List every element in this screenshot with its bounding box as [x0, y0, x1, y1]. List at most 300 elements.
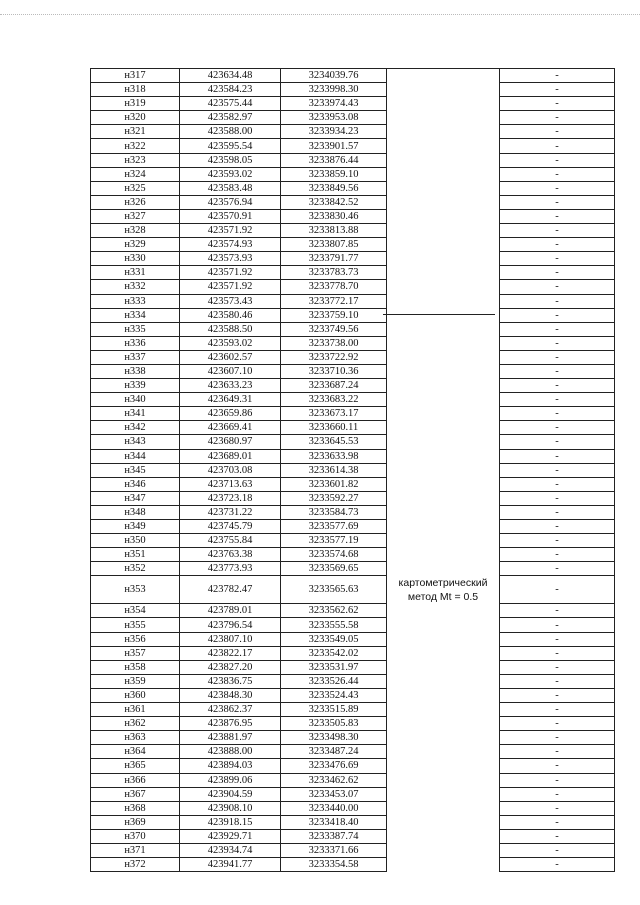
table-row — [91, 759, 615, 773]
description-cell: - — [500, 266, 615, 280]
description-cell: - — [500, 646, 615, 660]
y-coordinate-cell: 3233830.46 — [281, 209, 387, 223]
table-row — [91, 125, 615, 139]
method-cell — [387, 858, 500, 872]
method-cell — [387, 773, 500, 787]
method-cell — [387, 83, 500, 97]
method-cell — [387, 393, 500, 407]
x-coordinate-cell: 423899.06 — [180, 773, 281, 787]
description-cell: - — [500, 604, 615, 618]
point-id-cell: н351 — [91, 548, 180, 562]
description-cell: - — [500, 379, 615, 393]
method-cell — [387, 745, 500, 759]
point-id-cell: н333 — [91, 294, 180, 308]
x-coordinate-cell: 423894.03 — [180, 759, 281, 773]
table-row — [91, 280, 615, 294]
table-row — [91, 195, 615, 209]
y-coordinate-cell: 3233859.10 — [281, 167, 387, 181]
description-cell: - — [500, 548, 615, 562]
y-coordinate-cell: 3233565.63 — [281, 576, 387, 604]
y-coordinate-cell: 3233778.70 — [281, 280, 387, 294]
description-cell: - — [500, 407, 615, 421]
table-row — [91, 520, 615, 534]
y-coordinate-cell: 3233440.00 — [281, 801, 387, 815]
y-coordinate-cell: 3233783.73 — [281, 266, 387, 280]
x-coordinate-cell: 423593.02 — [180, 336, 281, 350]
description-cell: - — [500, 280, 615, 294]
method-cell — [387, 815, 500, 829]
description-cell: - — [500, 336, 615, 350]
table-row — [91, 308, 615, 322]
table-row — [91, 745, 615, 759]
x-coordinate-cell: 423584.23 — [180, 83, 281, 97]
y-coordinate-cell: 3233453.07 — [281, 787, 387, 801]
method-cell — [387, 308, 500, 322]
description-cell: - — [500, 294, 615, 308]
description-cell: - — [500, 224, 615, 238]
point-id-cell: н327 — [91, 209, 180, 223]
table-row — [91, 576, 615, 604]
x-coordinate-cell: 423598.05 — [180, 153, 281, 167]
method-cell — [387, 350, 500, 364]
y-coordinate-cell: 3233934.23 — [281, 125, 387, 139]
method-cell — [387, 421, 500, 435]
point-id-cell: н365 — [91, 759, 180, 773]
table-row — [91, 674, 615, 688]
point-id-cell: н324 — [91, 167, 180, 181]
y-coordinate-cell: 3233476.69 — [281, 759, 387, 773]
point-id-cell: н342 — [91, 421, 180, 435]
description-cell: - — [500, 69, 615, 83]
point-id-cell: н369 — [91, 815, 180, 829]
description-cell: - — [500, 660, 615, 674]
method-cell — [387, 97, 500, 111]
table-row — [91, 111, 615, 125]
method-cell — [387, 548, 500, 562]
y-coordinate-cell: 3233418.40 — [281, 815, 387, 829]
table-row — [91, 393, 615, 407]
table-row — [91, 224, 615, 238]
x-coordinate-cell: 423649.31 — [180, 393, 281, 407]
method-cell — [387, 407, 500, 421]
table-row — [91, 534, 615, 548]
point-id-cell: н353 — [91, 576, 180, 604]
method-cell — [387, 477, 500, 491]
x-coordinate-cell: 423918.15 — [180, 815, 281, 829]
y-coordinate-cell: 3233633.98 — [281, 449, 387, 463]
table-row — [91, 463, 615, 477]
y-coordinate-cell: 3233542.02 — [281, 646, 387, 660]
y-coordinate-cell: 3233354.58 — [281, 858, 387, 872]
method-cell — [387, 520, 500, 534]
x-coordinate-cell: 423602.57 — [180, 350, 281, 364]
point-id-cell: н360 — [91, 688, 180, 702]
point-id-cell: н328 — [91, 224, 180, 238]
y-coordinate-cell: 3233687.24 — [281, 379, 387, 393]
method-label-line1: картометрический — [398, 576, 488, 589]
y-coordinate-cell: 3233505.83 — [281, 717, 387, 731]
x-coordinate-cell: 423713.63 — [180, 477, 281, 491]
description-cell: - — [500, 322, 615, 336]
description-cell: - — [500, 787, 615, 801]
x-coordinate-cell: 423571.92 — [180, 280, 281, 294]
y-coordinate-cell: 3233772.17 — [281, 294, 387, 308]
x-coordinate-cell: 423876.95 — [180, 717, 281, 731]
point-id-cell: н345 — [91, 463, 180, 477]
table-row — [91, 181, 615, 195]
description-cell: - — [500, 463, 615, 477]
method-cell — [387, 660, 500, 674]
x-coordinate-cell: 423576.94 — [180, 195, 281, 209]
y-coordinate-cell: 3233549.05 — [281, 632, 387, 646]
description-cell: - — [500, 505, 615, 519]
scan-edge — [0, 0, 640, 15]
method-cell — [387, 364, 500, 378]
table-row — [91, 266, 615, 280]
method-cell — [387, 646, 500, 660]
method-cell — [387, 167, 500, 181]
x-coordinate-cell: 423934.74 — [180, 843, 281, 857]
table-row — [91, 364, 615, 378]
table-row — [91, 167, 615, 181]
y-coordinate-cell: 3233998.30 — [281, 83, 387, 97]
method-cell — [387, 139, 500, 153]
x-coordinate-cell: 423669.41 — [180, 421, 281, 435]
y-coordinate-cell: 3233849.56 — [281, 181, 387, 195]
y-coordinate-cell: 3233660.11 — [281, 421, 387, 435]
point-id-cell: н318 — [91, 83, 180, 97]
coordinates-table — [90, 68, 615, 872]
x-coordinate-cell: 423607.10 — [180, 364, 281, 378]
y-coordinate-cell: 3233555.58 — [281, 618, 387, 632]
table-row — [91, 477, 615, 491]
x-coordinate-cell: 423588.50 — [180, 322, 281, 336]
description-cell: - — [500, 364, 615, 378]
x-coordinate-cell: 423908.10 — [180, 801, 281, 815]
x-coordinate-cell: 423680.97 — [180, 435, 281, 449]
point-id-cell: н358 — [91, 660, 180, 674]
description-cell: - — [500, 843, 615, 857]
method-cell — [387, 688, 500, 702]
description-cell: - — [500, 393, 615, 407]
table-row — [91, 209, 615, 223]
description-cell: - — [500, 421, 615, 435]
table-row — [91, 604, 615, 618]
table-row — [91, 449, 615, 463]
method-cell — [387, 449, 500, 463]
x-coordinate-cell: 423593.02 — [180, 167, 281, 181]
x-coordinate-cell: 423789.01 — [180, 604, 281, 618]
point-id-cell: н319 — [91, 97, 180, 111]
point-id-cell: н332 — [91, 280, 180, 294]
point-id-cell: н350 — [91, 534, 180, 548]
y-coordinate-cell: 3233901.57 — [281, 139, 387, 153]
x-coordinate-cell: 423583.48 — [180, 181, 281, 195]
point-id-cell: н339 — [91, 379, 180, 393]
table-row — [91, 379, 615, 393]
description-cell: - — [500, 167, 615, 181]
description-cell: - — [500, 717, 615, 731]
point-id-cell: н326 — [91, 195, 180, 209]
y-coordinate-cell: 3233524.43 — [281, 688, 387, 702]
x-coordinate-cell: 423571.92 — [180, 266, 281, 280]
point-id-cell: н322 — [91, 139, 180, 153]
description-cell: - — [500, 181, 615, 195]
method-cell — [387, 463, 500, 477]
x-coordinate-cell: 423848.30 — [180, 688, 281, 702]
point-id-cell: н354 — [91, 604, 180, 618]
table-row — [91, 843, 615, 857]
y-coordinate-cell: 3233487.24 — [281, 745, 387, 759]
description-cell: - — [500, 209, 615, 223]
method-cell — [387, 266, 500, 280]
method-cell — [387, 181, 500, 195]
description-cell: - — [500, 125, 615, 139]
table-row — [91, 294, 615, 308]
method-cell — [387, 843, 500, 857]
method-cell — [387, 576, 500, 604]
method-cell — [387, 731, 500, 745]
description-cell: - — [500, 252, 615, 266]
method-cell — [387, 759, 500, 773]
point-id-cell: н355 — [91, 618, 180, 632]
method-cell — [387, 379, 500, 393]
point-id-cell: н371 — [91, 843, 180, 857]
point-id-cell: н336 — [91, 336, 180, 350]
description-cell: - — [500, 703, 615, 717]
method-cell — [387, 252, 500, 266]
y-coordinate-cell: 3233574.68 — [281, 548, 387, 562]
x-coordinate-cell: 423595.54 — [180, 139, 281, 153]
table-row — [91, 491, 615, 505]
description-cell: - — [500, 688, 615, 702]
point-id-cell: н321 — [91, 125, 180, 139]
description-cell: - — [500, 449, 615, 463]
y-coordinate-cell: 3233601.82 — [281, 477, 387, 491]
table-row — [91, 153, 615, 167]
x-coordinate-cell: 423782.47 — [180, 576, 281, 604]
x-coordinate-cell: 423571.92 — [180, 224, 281, 238]
table-row — [91, 717, 615, 731]
description-cell: - — [500, 858, 615, 872]
description-cell: - — [500, 111, 615, 125]
table-row — [91, 618, 615, 632]
point-id-cell: н362 — [91, 717, 180, 731]
description-cell: - — [500, 731, 615, 745]
x-coordinate-cell: 423731.22 — [180, 505, 281, 519]
point-id-cell: н370 — [91, 829, 180, 843]
table-row — [91, 787, 615, 801]
point-id-cell: н346 — [91, 477, 180, 491]
method-cell — [387, 209, 500, 223]
description-cell: - — [500, 759, 615, 773]
table-row — [91, 139, 615, 153]
method-cell — [387, 787, 500, 801]
description-cell: - — [500, 97, 615, 111]
method-cell — [387, 111, 500, 125]
x-coordinate-cell: 423941.77 — [180, 858, 281, 872]
description-cell: - — [500, 520, 615, 534]
method-cell — [387, 562, 500, 576]
description-cell: - — [500, 576, 615, 604]
method-cell — [387, 829, 500, 843]
description-cell: - — [500, 83, 615, 97]
x-coordinate-cell: 423745.79 — [180, 520, 281, 534]
y-coordinate-cell: 3233759.10 — [281, 308, 387, 322]
x-coordinate-cell: 423588.00 — [180, 125, 281, 139]
point-id-cell: н320 — [91, 111, 180, 125]
point-id-cell: н329 — [91, 238, 180, 252]
table-row — [91, 562, 615, 576]
x-coordinate-cell: 423763.38 — [180, 548, 281, 562]
description-cell: - — [500, 491, 615, 505]
point-id-cell: н347 — [91, 491, 180, 505]
y-coordinate-cell: 3233577.19 — [281, 534, 387, 548]
x-coordinate-cell: 423689.01 — [180, 449, 281, 463]
table-row — [91, 407, 615, 421]
method-cell — [387, 294, 500, 308]
table-row — [91, 731, 615, 745]
x-coordinate-cell: 423929.71 — [180, 829, 281, 843]
y-coordinate-cell: 3233645.53 — [281, 435, 387, 449]
table-row — [91, 548, 615, 562]
table-row — [91, 97, 615, 111]
point-id-cell: н338 — [91, 364, 180, 378]
point-id-cell: н359 — [91, 674, 180, 688]
method-cell — [387, 491, 500, 505]
table-row — [91, 69, 615, 83]
method-cell — [387, 69, 500, 83]
method-cell — [387, 703, 500, 717]
table-row — [91, 801, 615, 815]
x-coordinate-cell: 423773.93 — [180, 562, 281, 576]
x-coordinate-cell: 423573.93 — [180, 252, 281, 266]
x-coordinate-cell: 423755.84 — [180, 534, 281, 548]
description-cell: - — [500, 534, 615, 548]
y-coordinate-cell: 3233953.08 — [281, 111, 387, 125]
point-id-cell: н366 — [91, 773, 180, 787]
description-cell: - — [500, 674, 615, 688]
method-cell — [387, 717, 500, 731]
point-id-cell: н356 — [91, 632, 180, 646]
description-cell: - — [500, 618, 615, 632]
y-coordinate-cell: 3233592.27 — [281, 491, 387, 505]
table-row — [91, 505, 615, 519]
description-cell: - — [500, 238, 615, 252]
method-cell — [387, 604, 500, 618]
y-coordinate-cell: 3233842.52 — [281, 195, 387, 209]
y-coordinate-cell: 3233614.38 — [281, 463, 387, 477]
point-id-cell: н317 — [91, 69, 180, 83]
point-id-cell: н343 — [91, 435, 180, 449]
method-cell — [387, 153, 500, 167]
description-cell: - — [500, 195, 615, 209]
y-coordinate-cell: 3233531.97 — [281, 660, 387, 674]
x-coordinate-cell: 423862.37 — [180, 703, 281, 717]
y-coordinate-cell: 3233813.88 — [281, 224, 387, 238]
y-coordinate-cell: 3233462.62 — [281, 773, 387, 787]
description-cell: - — [500, 308, 615, 322]
description-cell: - — [500, 801, 615, 815]
point-id-cell: н357 — [91, 646, 180, 660]
x-coordinate-cell: 423904.59 — [180, 787, 281, 801]
table-row — [91, 252, 615, 266]
y-coordinate-cell: 3233371.66 — [281, 843, 387, 857]
y-coordinate-cell: 3233710.36 — [281, 364, 387, 378]
point-id-cell: н363 — [91, 731, 180, 745]
y-coordinate-cell: 3233722.92 — [281, 350, 387, 364]
method-cell — [387, 224, 500, 238]
y-coordinate-cell: 3233498.30 — [281, 731, 387, 745]
y-coordinate-cell: 3233791.77 — [281, 252, 387, 266]
method-cell — [387, 801, 500, 815]
method-cell — [387, 674, 500, 688]
y-coordinate-cell: 3233673.17 — [281, 407, 387, 421]
description-cell: - — [500, 350, 615, 364]
method-cell — [387, 632, 500, 646]
y-coordinate-cell: 3233562.62 — [281, 604, 387, 618]
point-id-cell: н330 — [91, 252, 180, 266]
description-cell: - — [500, 773, 615, 787]
point-id-cell: н335 — [91, 322, 180, 336]
point-id-cell: н361 — [91, 703, 180, 717]
description-cell: - — [500, 139, 615, 153]
x-coordinate-cell: 423703.08 — [180, 463, 281, 477]
method-label-line2: метод Mt = 0.5 — [407, 590, 479, 603]
table-row — [91, 829, 615, 843]
point-id-cell: н323 — [91, 153, 180, 167]
x-coordinate-cell: 423633.23 — [180, 379, 281, 393]
y-coordinate-cell: 3233577.69 — [281, 520, 387, 534]
x-coordinate-cell: 423836.75 — [180, 674, 281, 688]
point-id-cell: н344 — [91, 449, 180, 463]
x-coordinate-cell: 423796.54 — [180, 618, 281, 632]
y-coordinate-cell: 3233974.43 — [281, 97, 387, 111]
x-coordinate-cell: 423723.18 — [180, 491, 281, 505]
point-id-cell: н352 — [91, 562, 180, 576]
y-coordinate-cell: 3233584.73 — [281, 505, 387, 519]
point-id-cell: н334 — [91, 308, 180, 322]
y-coordinate-cell: 3233807.85 — [281, 238, 387, 252]
table-row — [91, 83, 615, 97]
method-cell — [387, 505, 500, 519]
table-row — [91, 646, 615, 660]
x-coordinate-cell: 423881.97 — [180, 731, 281, 745]
y-coordinate-cell: 3233569.65 — [281, 562, 387, 576]
x-coordinate-cell: 423634.48 — [180, 69, 281, 83]
method-cell — [387, 322, 500, 336]
x-coordinate-cell: 423573.43 — [180, 294, 281, 308]
x-coordinate-cell: 423827.20 — [180, 660, 281, 674]
point-id-cell: н341 — [91, 407, 180, 421]
table-row — [91, 632, 615, 646]
point-id-cell: н364 — [91, 745, 180, 759]
y-coordinate-cell: 3233515.89 — [281, 703, 387, 717]
table-row — [91, 350, 615, 364]
y-coordinate-cell: 3233876.44 — [281, 153, 387, 167]
description-cell: - — [500, 435, 615, 449]
x-coordinate-cell: 423807.10 — [180, 632, 281, 646]
y-coordinate-cell: 3233387.74 — [281, 829, 387, 843]
coordinates-table-body — [91, 69, 615, 872]
description-cell: - — [500, 632, 615, 646]
table-row — [91, 660, 615, 674]
x-coordinate-cell: 423888.00 — [180, 745, 281, 759]
method-cell — [387, 238, 500, 252]
x-coordinate-cell: 423659.86 — [180, 407, 281, 421]
point-id-cell: н348 — [91, 505, 180, 519]
method-cell — [387, 534, 500, 548]
